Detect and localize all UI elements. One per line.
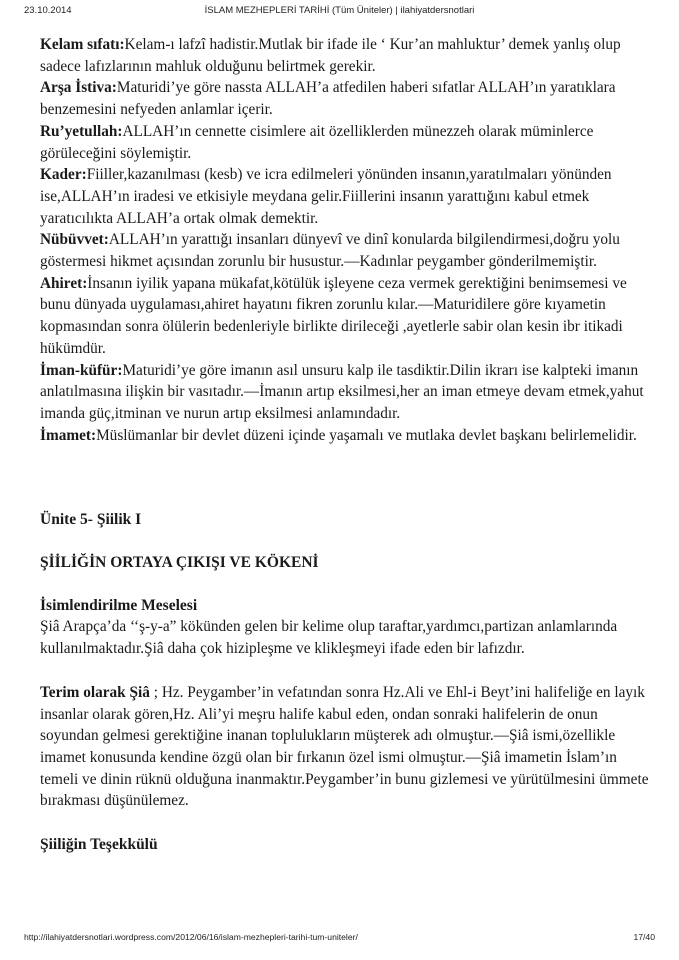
definition-paragraph bbox=[40, 34, 654, 77]
definition-text: Kelam-ı lafzî hadistir.Mutlak bir ifade ile ‘ Kur’an mahluktur’ demek yanlış olup sadece lafızlarının mahluk olduğunu belirtmek gerekir. bbox=[40, 36, 621, 75]
definition-paragraph bbox=[40, 77, 654, 120]
definition-text: Maturidi’ye göre nassta ALLAH’a atfedilen haberi sıfatlar ALLAH’ın yaratıklara benzemesini nefyeden anlamlar içerir. bbox=[40, 79, 616, 119]
definition-text: ALLAH’ın yarattığı insanları dünyevî ve dinî konularda bilgilendirmesi,doğru yolu göstermesi hikmet açısından zorunlu bir husustur.—Kadınlar peygamber gönderilmemiştir. bbox=[40, 231, 620, 271]
definition-text: Fiiller,kazanılması (kesb) ve icra edilmeleri yönünden insanın,yaratılmaları yönünden ise,ALLAH’ın iradesi ve etkisiyle meydana gelir.Fiillerini insanın yarattığını kabul etmek yaratıcılıkta ALLAH’a ortak olmak demektir. bbox=[40, 166, 612, 227]
definition-text: ALLAH’ın cennette cisimlere ait özelliklerden münezzeh olarak müminlerce görüleceğini söylemiştir. bbox=[40, 122, 594, 162]
definition-paragraph bbox=[40, 229, 654, 272]
page-header bbox=[24, 5, 655, 19]
definition-paragraph bbox=[40, 360, 654, 425]
source-url: http://ilahiyatdersnotlari.wordpress.com/2012/06/16/islam-mezhepleri-tarihi-tum-uniteler/ bbox=[24, 932, 358, 942]
definition-paragraph bbox=[40, 273, 654, 360]
page-footer bbox=[24, 932, 655, 946]
term-label: Terim olarak Şiâ bbox=[40, 683, 150, 701]
term-text: ; Hz. Peygamber’in vefatından sonra Hz.Ali ve Ehl-i Beyt’ini halifeliğe en layık insanlar olarak gören,Hz. Ali’yi meşru halife kabul eden, ondan sonraki halifelerin de onun soyundan gelmesi gerektiğine inanan toplulukların müşterek adı olmuştur.—Şiâ ismi,özellikle imamet konusunda kendine özgü olan bir fırkanın özel ismi olmuştur.—Şiâ imametin İslam’ın temeli ve dinin rüknü olduğuna inanmaktır.Peygamber’in bunu gizlemesi ve yürütülmesini ümmete bırakması düşünülemez. bbox=[40, 683, 649, 810]
naming-paragraph: Şiâ Arapça’da ‘‘ş-y-a” kökünden gelen bir kelime olup taraftar,yardımcı,partizan anlamlarında kullanılmaktadır.Şiâ daha çok hizipleşme ve klikleşmeyi ifade eden bir lafızdır. bbox=[40, 618, 618, 658]
definition-text: İnsanın iyilik yapana mükafat,kötülük işleyene ceza vermek gerektiğini benimsemesi ve bunu dünyada uygulaması,ahiret hayatını fikren zorunlu kılar.—Maturidilere göre kıyametin kopmasından sonra ölülerin bedenleriyle birlikte dirileceği ,ayetlerle sabir olan kesin ibr itikadi hükümdür. bbox=[40, 274, 627, 357]
unit-title: Ünite 5- Şiilik I bbox=[40, 511, 142, 529]
definition-term: Kelam sıfatı: bbox=[40, 36, 125, 53]
term-paragraph bbox=[40, 682, 654, 812]
document-body bbox=[40, 34, 654, 856]
definition-text: Müslümanlar bir devlet düzeni içinde yaşamalı ve mutlaka devlet başkanı belirlemelidir. bbox=[96, 426, 637, 444]
definition-paragraph bbox=[40, 425, 654, 447]
definition-paragraph bbox=[40, 164, 654, 229]
definition-term: Ahiret: bbox=[40, 274, 88, 292]
definition-term: Kader: bbox=[40, 166, 87, 184]
definition-paragraph bbox=[40, 121, 654, 164]
print-date: 23.10.2014 bbox=[24, 5, 72, 16]
definition-text: Maturidi’ye göre imanın asıl unsuru kalp ile tasdiktir.Dilin ikrarı ise kalpteki imanın anlatılmasına ilişkin bir vasıtadır.—İmanın artıp eksilmesi,her an iman etmeye devam etmek,yahut imanda güç,itminan ve nurun artıp eksilmesi anlamındadır. bbox=[40, 361, 644, 422]
definition-term: İmamet: bbox=[40, 426, 97, 444]
formation-heading: Şiiliğin Teşekkülü bbox=[40, 836, 158, 854]
page-title: İSLAM MEZHEPLERİ TARİHİ (Tüm Üniteler) | ilahiyatdersnotlari bbox=[204, 5, 475, 16]
definition-term: Nübüvvet: bbox=[40, 231, 109, 249]
section-title: ŞİİLİĞİN ORTAYA ÇIKIŞI VE KÖKENİ bbox=[40, 554, 319, 572]
page-number: 17/40 bbox=[633, 932, 655, 942]
definition-term: İman-küfür: bbox=[40, 361, 123, 379]
definition-term: Arşa İstiva: bbox=[40, 79, 117, 97]
naming-heading: İsimlendirilme Meselesi bbox=[40, 596, 198, 614]
definition-term: Ru’yetullah: bbox=[40, 122, 123, 140]
